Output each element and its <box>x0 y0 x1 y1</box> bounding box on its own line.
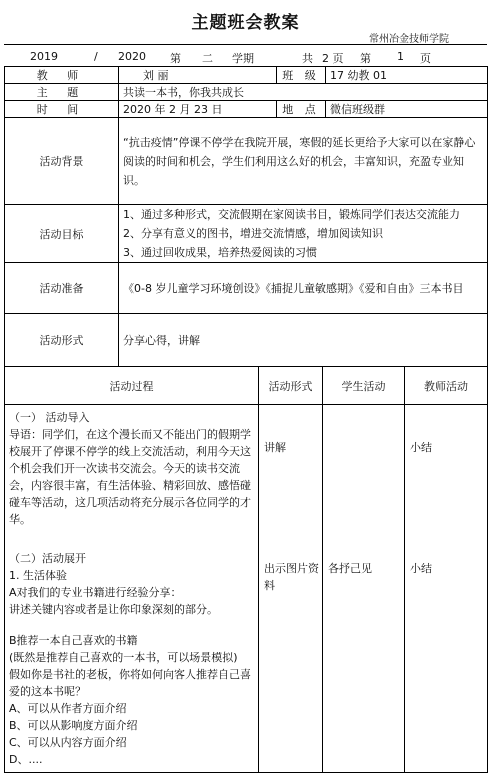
class-label: 班 级 <box>277 67 326 84</box>
part2-b: B推荐一本自己喜欢的书籍 <box>9 634 138 647</box>
teacher-label: 教 师 <box>5 67 119 84</box>
student-col-header: 学生活动 <box>323 367 405 405</box>
teacher-item-1: 小结 <box>410 441 433 454</box>
form-text: 分享心得，讲解 <box>119 314 488 367</box>
form-label: 活动形式 <box>5 314 119 367</box>
process-content <box>5 405 259 773</box>
page-label: 页 <box>420 52 431 65</box>
part2-b2: 假如你是书社的老板，你将如何向客人推荐自己喜爱的这本书呢？ <box>9 668 251 698</box>
teacher-col-cell <box>405 405 488 773</box>
process-body-row <box>5 405 488 773</box>
goal-label: 活动目标 <box>5 205 119 263</box>
part2-sub1: 1. 生活体验 <box>9 569 67 582</box>
option-item: D、.... <box>9 753 43 766</box>
part2-b1: (既然是推荐自己喜欢的一本书，可以场景模拟) <box>9 651 238 664</box>
year-end: 2020 <box>118 50 146 63</box>
time-row <box>5 101 488 118</box>
part1-text: 导语：同学们，在这个漫长而又不能出门的假期学校展开了停课不停学的线上交流活动，利用今天这个机会我们开一次读书交流会。今天的读书交流会，内容很丰富，有生活体验、精彩回放、感悟碰碰车等活动，这几项活动将充分展示各位同学的才华。 <box>9 428 251 526</box>
part1-title: （一） 活动导入 <box>9 411 90 424</box>
term-label: 学期 <box>232 52 254 65</box>
topic-value: 共读一本书，你我共成长 <box>119 84 488 101</box>
background-label: 活动背景 <box>5 118 119 205</box>
year-start: 2019 <box>30 50 58 63</box>
page-di: 第 <box>360 52 371 65</box>
teacher-item-2: 小结 <box>410 562 433 575</box>
goal-row <box>5 205 488 263</box>
topic-label: 主 题 <box>5 84 119 101</box>
page-gong: 共 <box>302 52 313 65</box>
process-header-row <box>5 367 488 405</box>
time-label: 时 间 <box>5 101 119 118</box>
part2-title: （二）活动展开 <box>9 552 86 565</box>
goal-item: 2、分享有意义的图书，增进交流情感，增加阅读知识 <box>123 227 383 240</box>
place-label: 地 点 <box>277 101 326 118</box>
page-number: 1 <box>397 50 404 63</box>
term-number: 二 <box>202 52 213 65</box>
form-item-1: 讲解 <box>264 441 286 454</box>
teacher-name: 刘 丽 <box>119 67 277 84</box>
background-text: “抗击疫情”停课不停学在我院开展，寒假的延长更给予大家可以在家静心阅读的时间和机会，学生们利用这么好的机会，丰富知识，充盈专业知识。 <box>119 118 488 205</box>
place-value: 微信班级群 <box>326 101 488 118</box>
option-item: C、可以从内容方面介绍 <box>9 736 127 749</box>
part2-a-text: 讲述关键内容或者是让你印象深刻的部分。 <box>9 603 218 616</box>
lesson-plan-table <box>4 66 488 773</box>
class-name: 17 幼教 01 <box>326 67 488 84</box>
page-title: 主题班会教案 <box>191 13 300 33</box>
prep-text: 《0-8 岁儿童学习环境创设》《捕捉儿童敏感期》《爱和自由》三本书目 <box>119 263 488 314</box>
teacher-row <box>5 67 488 84</box>
prep-label: 活动准备 <box>5 263 119 314</box>
year-slash: / <box>94 50 98 63</box>
form-row <box>5 314 488 367</box>
prep-row <box>5 263 488 314</box>
form-item-2: 出示图片资料 <box>264 562 319 592</box>
process-col-header: 活动过程 <box>5 367 259 405</box>
form-col-cell <box>259 405 323 773</box>
goal-item: 3、通过回收成果，培养热爱阅读的习惯 <box>123 246 317 259</box>
page-total: 2 页 <box>322 52 344 65</box>
semester-di: 第 <box>170 52 181 65</box>
school-name: 常州冶金技师学院 <box>369 34 449 45</box>
part2-a: A对我们的专业书籍进行经验分享： <box>9 586 182 599</box>
form-col-header: 活动形式 <box>259 367 323 405</box>
goal-item: 1、通过多种形式，交流假期在家阅读书目，锻炼同学们表达交流能力 <box>123 208 460 221</box>
option-item: A、可以从作者方面介绍 <box>9 702 127 715</box>
goal-list <box>119 205 488 263</box>
topic-row <box>5 84 488 101</box>
option-item: B、可以从影响度方面介绍 <box>9 719 138 732</box>
time-value: 2020 年 2 月 23 日 <box>119 101 277 118</box>
background-row <box>5 118 488 205</box>
teacher-col-header: 教师活动 <box>405 367 488 405</box>
student-col-cell <box>323 405 405 773</box>
header-divider <box>4 44 487 45</box>
student-item-2: 各抒己见 <box>328 562 373 575</box>
